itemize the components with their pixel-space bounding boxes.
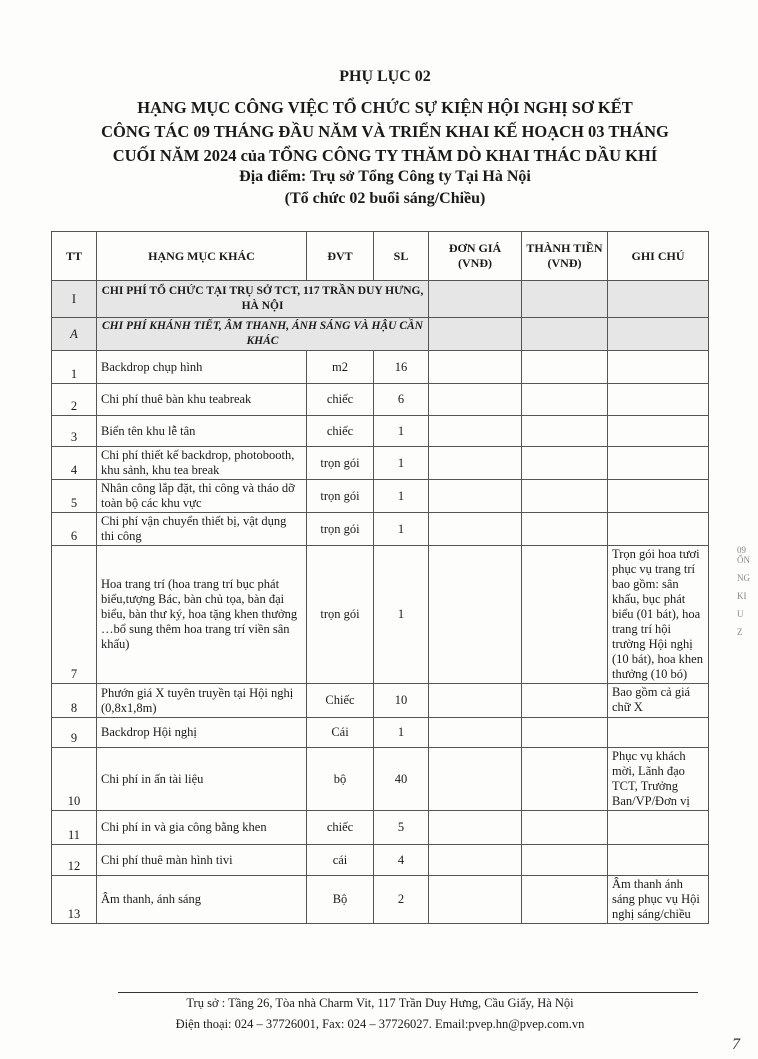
row-note [608, 718, 709, 748]
table-row [52, 684, 709, 718]
row-item: Phướn giá X tuyên truyền tại Hội nghị (0,8x1,8m) [97, 684, 307, 718]
row-note [608, 384, 709, 416]
col-header-item: HẠNG MỤC KHÁC [97, 232, 307, 281]
margin-stamp-text: ỔN [737, 555, 750, 565]
row-note [608, 447, 709, 480]
row-total [522, 384, 608, 416]
row-qty: 1 [374, 447, 429, 480]
row-tt: 1 [52, 351, 97, 384]
row-unit: cái [307, 845, 374, 876]
title-line-2: CÔNG TÁC 09 THÁNG ĐẦU NĂM VÀ TRIỂN KHAI KẾ HOẠCH 03 THÁNG [101, 122, 669, 141]
row-note [608, 845, 709, 876]
table-row [52, 384, 709, 416]
row-unit: chiếc [307, 811, 374, 845]
row-note: Phục vụ khách mời, Lãnh đạo TCT, Trưởng Ban/VP/Đơn vị [608, 748, 709, 811]
table-row [52, 718, 709, 748]
section-note-cell [608, 281, 709, 318]
table-header-row [52, 232, 709, 281]
row-tt: 4 [52, 447, 97, 480]
subsection-note-cell [608, 318, 709, 351]
section-total-cell [522, 281, 608, 318]
row-tt: 3 [52, 416, 97, 447]
table-row [52, 876, 709, 924]
row-note [608, 351, 709, 384]
table-row [52, 811, 709, 845]
row-total [522, 748, 608, 811]
row-price [429, 845, 522, 876]
row-tt: 13 [52, 876, 97, 924]
row-item: Chi phí thuê bàn khu teabreak [97, 384, 307, 416]
row-qty: 10 [374, 684, 429, 718]
row-unit: trọn gói [307, 546, 374, 684]
subsection-price-cell [429, 318, 522, 351]
row-tt: 10 [52, 748, 97, 811]
row-price [429, 546, 522, 684]
row-price [429, 718, 522, 748]
row-qty: 1 [374, 718, 429, 748]
row-price [429, 351, 522, 384]
row-total [522, 513, 608, 546]
table-row [52, 513, 709, 546]
page-mark: 7 [732, 1036, 740, 1053]
row-qty: 1 [374, 416, 429, 447]
row-unit: trọn gói [307, 447, 374, 480]
row-price [429, 876, 522, 924]
row-unit: bộ [307, 748, 374, 811]
row-item: Biển tên khu lễ tân [97, 416, 307, 447]
col-header-price: ĐƠN GIÁ (VNĐ) [429, 232, 522, 281]
row-unit: trọn gói [307, 513, 374, 546]
row-item: Backdrop Hội nghị [97, 718, 307, 748]
row-unit: trọn gói [307, 480, 374, 513]
row-total [522, 416, 608, 447]
row-total [522, 811, 608, 845]
table-row [52, 546, 709, 684]
row-price [429, 513, 522, 546]
row-total [522, 876, 608, 924]
row-unit: Cái [307, 718, 374, 748]
row-item: Chi phí thiết kế backdrop, photobooth, khu sảnh, khu tea break [97, 447, 307, 480]
col-header-tt: TT [52, 232, 97, 281]
margin-stamp [737, 545, 750, 637]
row-note: Âm thanh ánh sáng phục vụ Hội nghị sáng/chiều [608, 876, 709, 924]
subsection-row [52, 318, 709, 351]
row-total [522, 546, 608, 684]
section-tt: I [52, 281, 97, 318]
row-note: Bao gồm cả giá chữ X [608, 684, 709, 718]
row-price [429, 447, 522, 480]
row-price [429, 684, 522, 718]
subsection-label: CHI PHÍ KHÁNH TIẾT, ÂM THANH, ÁNH SÁNG VÀ HẬU CẦN KHÁC [97, 318, 429, 351]
row-price [429, 748, 522, 811]
row-item: Chi phí vận chuyển thiết bị, vật dụng thi công [97, 513, 307, 546]
row-note [608, 811, 709, 845]
row-qty: 16 [374, 351, 429, 384]
row-unit: m2 [307, 351, 374, 384]
row-tt: 7 [52, 546, 97, 684]
row-tt: 12 [52, 845, 97, 876]
appendix-label: PHỤ LỤC 02 [339, 68, 431, 85]
row-price [429, 384, 522, 416]
row-total [522, 351, 608, 384]
row-item: Âm thanh, ánh sáng [97, 876, 307, 924]
row-item: Hoa trang trí (hoa trang trí bục phát biểu,tượng Bác, bàn chủ tọa, bàn đại biểu, bàn thư ký, hoa tặng khen thưởng …bổ sung thêm hoa trang trí viền sân khấu) [97, 546, 307, 684]
row-qty: 4 [374, 845, 429, 876]
section-label: CHI PHÍ TỔ CHỨC TẠI TRỤ SỞ TCT, 117 TRẦN DUY HƯNG, HÀ NỘI [97, 281, 429, 318]
row-note [608, 480, 709, 513]
footer-contact: Điện thoại: 024 – 37726001, Fax: 024 – 37726027. Email:pvep.hn@pvep.com.vn [175, 1017, 585, 1031]
col-header-note: GHI CHÚ [608, 232, 709, 281]
title-line-3: CUỐI NĂM 2024 của TỔNG CÔNG TY THĂM DÒ KHAI THÁC DẦU KHÍ [112, 146, 658, 165]
col-header-unit: ĐVT [307, 232, 374, 281]
row-tt: 11 [52, 811, 97, 845]
row-qty: 40 [374, 748, 429, 811]
row-note: Trọn gói hoa tươi phục vụ trang trí bao gồm: sân khấu, bục phát biểu (01 bát), hoa trang trí hội trường Hội nghị (10 bát), hoa khen thưởng (10 bó) [608, 546, 709, 684]
section-row [52, 281, 709, 318]
row-item: Backdrop chụp hình [97, 351, 307, 384]
row-item: Chi phí in ấn tài liệu [97, 748, 307, 811]
work-items-table [51, 231, 709, 924]
row-item: Chi phí thuê màn hình tivi [97, 845, 307, 876]
footer-address: Trụ sở : Tầng 26, Tòa nhà Charm Vit, 117 Trần Duy Hưng, Cầu Giấy, Hà Nội [186, 996, 574, 1010]
session-line: (Tổ chức 02 buổi sáng/Chiều) [284, 190, 486, 207]
subsection-total-cell [522, 318, 608, 351]
row-note [608, 416, 709, 447]
row-tt: 8 [52, 684, 97, 718]
col-header-qty: SL [374, 232, 429, 281]
row-total [522, 718, 608, 748]
margin-stamp-text: NG [737, 573, 750, 583]
margin-stamp-text: KI [737, 591, 747, 601]
row-qty: 1 [374, 513, 429, 546]
table-row [52, 845, 709, 876]
title-line-1: HẠNG MỤC CÔNG VIỆC TỔ CHỨC SỰ KIỆN HỘI NGHỊ SƠ KẾT [137, 98, 633, 117]
row-total [522, 447, 608, 480]
section-price-cell [429, 281, 522, 318]
row-price [429, 416, 522, 447]
row-unit: chiếc [307, 416, 374, 447]
row-tt: 2 [52, 384, 97, 416]
row-qty: 1 [374, 480, 429, 513]
row-unit: Bộ [307, 876, 374, 924]
row-total [522, 845, 608, 876]
table-row [52, 351, 709, 384]
col-header-total: THÀNH TIỀN (VNĐ) [522, 232, 608, 281]
row-price [429, 811, 522, 845]
row-item: Chi phí in và gia công bằng khen [97, 811, 307, 845]
row-qty: 1 [374, 546, 429, 684]
row-price [429, 480, 522, 513]
row-qty: 5 [374, 811, 429, 845]
subsection-tt: A [52, 318, 97, 351]
row-tt: 5 [52, 480, 97, 513]
footer-divider [118, 992, 698, 993]
location-line: Địa điểm: Trụ sở Tổng Công ty Tại Hà Nội [239, 168, 531, 185]
row-tt: 9 [52, 718, 97, 748]
row-note [608, 513, 709, 546]
row-tt: 6 [52, 513, 97, 546]
row-unit: chiếc [307, 384, 374, 416]
row-total [522, 480, 608, 513]
margin-stamp-text: Z [737, 627, 743, 637]
margin-stamp-text: 09 [737, 545, 746, 555]
table-row [52, 416, 709, 447]
row-qty: 6 [374, 384, 429, 416]
table-row [52, 480, 709, 513]
table-row [52, 447, 709, 480]
margin-stamp-text: U [737, 609, 744, 619]
table-row [52, 748, 709, 811]
row-total [522, 684, 608, 718]
row-qty: 2 [374, 876, 429, 924]
row-item: Nhân công lắp đặt, thi công và tháo dỡ toàn bộ các khu vực [97, 480, 307, 513]
row-unit: Chiếc [307, 684, 374, 718]
